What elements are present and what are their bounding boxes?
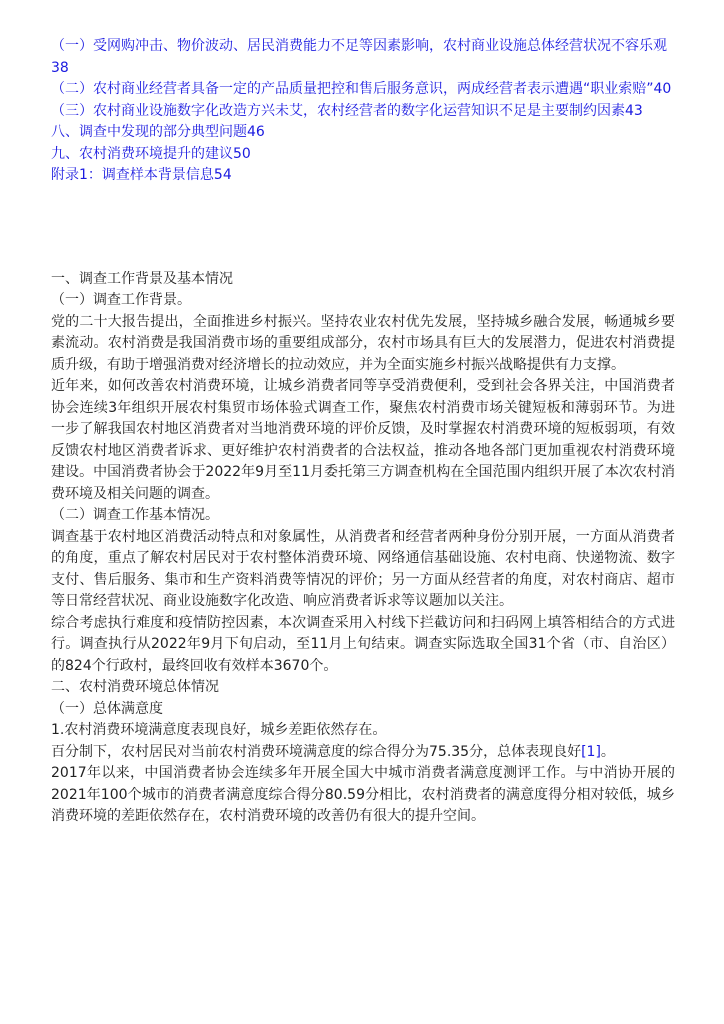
spacer: [51, 187, 675, 269]
subsection-heading-1-1: （一）调查工作背景。: [51, 292, 191, 308]
toc-item-8[interactable]: 八、调查中发现的部分典型问题46: [51, 124, 265, 140]
footnote-link-1[interactable]: [1]: [581, 743, 601, 760]
document-page: [51, 36, 675, 828]
section-heading-1: 一、调查工作背景及基本情况: [51, 270, 233, 287]
paragraph-satisfaction-2: 2017年以来，中国消费者协会连续多年开展全国大中城市消费者满意度测评工作。与中消协开展的2021年100个城市的消费者满意度综合得分80.59分相比，农村消费者的满意度得分相对较低，城乡消费环境的差距依然存在，农村消费环境的改善仍有很大的提升空间。: [51, 765, 675, 824]
point-heading-1: 1.农村消费环境满意度表现良好，城乡差距依然存在。: [51, 722, 387, 738]
paragraph-basic-1: 调查基于农村地区消费活动特点和对象属性，从消费者和经营者两种身份分别开展，一方面从消费者的角度，重点了解农村居民对于农村整体消费环境、网络通信基础设施、农村电商、快递物流、数字支付、售后服务、集市和生产资料消费等情况的评价；另一方面从经营者的角度，对农村商店、超市等日常经营状况、商业设施数字化改造、响应消费者诉求等议题加以关注。: [51, 528, 675, 609]
toc-item-appendix-1[interactable]: 附录1：调查样本背景信息54: [51, 167, 232, 183]
subsection-heading-1-2: （二）调查工作基本情况。: [51, 507, 219, 523]
toc-item-9[interactable]: 九、农村消费环境提升的建议50: [51, 145, 251, 162]
toc-item-7-1[interactable]: （一）受网购冲击、物价波动、居民消费能力不足等因素影响，农村商业设施总体经营状况不容乐观38: [51, 38, 667, 76]
table-of-contents: [51, 36, 675, 187]
paragraph-satisfaction-1: [51, 742, 675, 764]
document-body: [51, 269, 675, 828]
toc-item-7-3[interactable]: （三）农村商业设施数字化改造方兴未艾，农村经营者的数字化运营知识不足是主要制约因素43: [51, 102, 643, 119]
paragraph-background-2: 近年来，如何改善农村消费环境，让城乡消费者同等享受消费便利，受到社会各界关注，中国消费者协会连续3年组织开展农村集贸市场体验式调查工作，聚焦农村消费市场关键短板和薄弱环节。为进一步了解我国农村地区消费者对当地消费环境的评价反馈，及时掌握农村消费环境的短板弱项，有效反馈农村地区消费者诉求、更好维护农村消费者的合法权益，推动各地各部门更加重视农村消费环境建设。中国消费者协会于2022年9月至11月委托第三方调查机构在全国范围内组织开展了本次农村消费环境及相关问题的调查。: [51, 378, 675, 502]
paragraph-satisfaction-1-text: 百分制下，农村居民对当前农村消费环境满意度的综合得分为75.35分，总体表现良好: [51, 743, 582, 760]
toc-item-7-2[interactable]: （二）农村商业经营者具备一定的产品质量把控和售后服务意识，两成经营者表示遭遇“职业索赔”40: [51, 81, 672, 97]
paragraph-satisfaction-1-end: 。: [600, 743, 615, 760]
paragraph-basic-2: 综合考虑执行难度和疫情防控因素，本次调查采用入村线下拦截访问和扫码网上填答相结合的方式进行。调查执行从2022年9月下旬启动，至11月上旬结束。调查实际选取全国31个省（市、自治区）的824个行政村，最终回收有效样本3670个。: [51, 614, 675, 674]
paragraph-background-1: 党的二十大报告提出，全面推进乡村振兴。坚持农业农村优先发展，坚持城乡融合发展，畅通城乡要素流动。农村消费是我国消费市场的重要组成部分，农村市场具有巨大的发展潜力，促进农村消费提质升级，有助于增强消费对经济增长的拉动效应，并为全面实施乡村振兴战略提供有力支撑。: [51, 313, 675, 373]
section-heading-2: 二、农村消费环境总体情况: [51, 679, 219, 695]
subsection-heading-2-1: （一）总体满意度: [51, 700, 163, 717]
